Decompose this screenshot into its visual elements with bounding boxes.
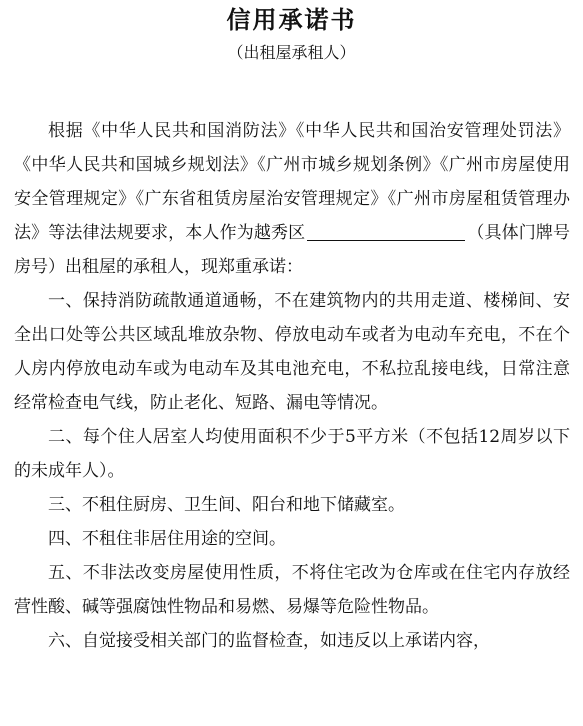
commitment-item-3: 三、不租住厨房、卫生间、阳台和地下储藏室。	[48, 495, 405, 515]
commitment-item-2: 二、每个住人居室人均使用面积不少于5平方米（不包括12周岁以下的未成年人）。	[14, 427, 570, 481]
document-title: 信用承诺书	[226, 6, 357, 34]
intro-text-before-blank: 根据《中华人民共和国消防法》《中华人民共和国治安管理处罚法》《中华人民共和国城乡规划法》《广州市城乡规划条例》《广州市房屋使用安全管理规定》《广东省租赁房屋治安管理规定》《广州市房屋租赁管理办法》等法律法规要求，本人作为越秀区	[14, 121, 570, 243]
commitment-item-1: 一、保持消防疏散通道通畅，不在建筑物内的共用走道、楼梯间、安全出口处等公共区域乱堆放杂物、停放电动车或者为电动车充电，不在个人房内停放电动车或为电动车及其电池充电，不私拉乱接电线，日常注意经常检查电气线，防止老化、短路、漏电等情况。	[14, 291, 570, 413]
commitment-item-6: 六、自觉接受相关部门的监督检查，如违反以上承诺内容，	[48, 631, 490, 651]
address-blank-line	[307, 222, 465, 241]
intro-paragraph	[14, 114, 570, 284]
document-subtitle: （出租屋承租人）	[227, 43, 356, 62]
commitment-item-5: 五、不非法改变房屋使用性质，不将住宅改为仓库或在住宅内存放经营性酸、碱等强腐蚀性物品和易燃、易爆等危险性物品。	[14, 563, 570, 617]
commitment-item-4: 四、不租住非居住用途的空间。	[48, 529, 286, 549]
intro-text-after-blank: （具体门牌号房号）出租屋的承租人，现郑重承诺：	[14, 223, 571, 277]
document-body	[14, 114, 570, 658]
